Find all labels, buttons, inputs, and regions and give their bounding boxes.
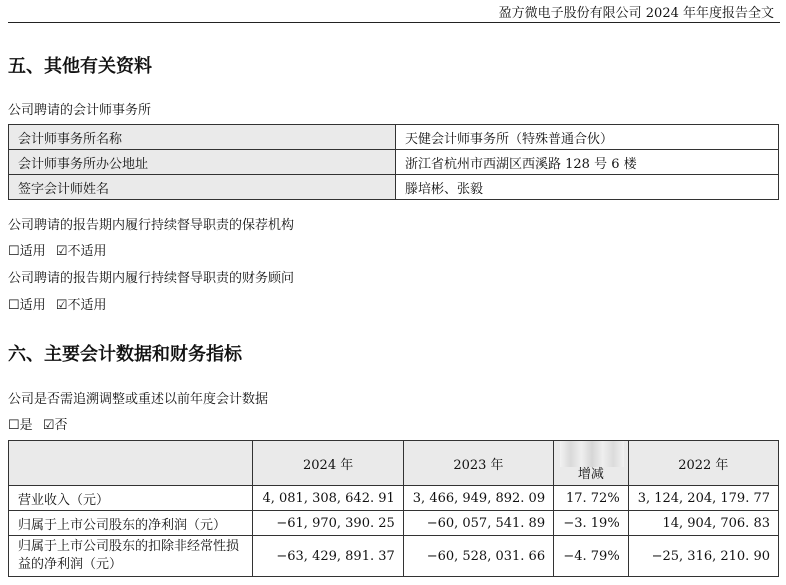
firm-address-value: 浙江省杭州市西湖区西溪路 128 号 6 楼 xyxy=(396,150,779,175)
cell-2024: −61, 970, 390. 25 xyxy=(253,511,403,536)
restate-options xyxy=(8,414,67,433)
header-change-label: 增减 xyxy=(577,467,604,482)
cell-change: −3. 19% xyxy=(554,511,629,536)
table-row xyxy=(9,486,779,511)
header-2023: 2023 年 xyxy=(403,441,553,486)
option-yes: 是 xyxy=(19,418,33,433)
page-header xyxy=(8,0,780,23)
checkbox-checked-icon: ☑ xyxy=(55,298,68,313)
table-row xyxy=(9,150,779,175)
table-header-row xyxy=(9,441,779,486)
document-title: 盈方微电子股份有限公司 2024 年年度报告全文 xyxy=(498,6,774,21)
option-not-applicable: 不适用 xyxy=(67,244,107,259)
restate-question-text: 公司是否需追溯调整或重述以前年度会计数据 xyxy=(8,392,269,407)
signing-accountant-label: 签字会计师姓名 xyxy=(9,175,396,200)
header-empty xyxy=(9,441,253,486)
financial-advisor-text: 公司聘请的报告期内履行持续督导职责的财务顾问 xyxy=(8,271,295,286)
row-label: 归属于上市公司股东的净利润（元） xyxy=(9,511,253,536)
checkbox-checked-icon: ☑ xyxy=(55,244,68,259)
cell-change: 17. 72% xyxy=(554,486,629,511)
cell-2023: −60, 528, 031. 66 xyxy=(403,536,553,577)
cell-2022: 3, 124, 204, 179. 77 xyxy=(628,486,778,511)
option-applicable: 适用 xyxy=(19,244,46,259)
checkbox-unchecked-icon: ☐ xyxy=(8,298,20,313)
advisor-options xyxy=(8,294,106,313)
checkbox-unchecked-icon: ☐ xyxy=(8,418,20,433)
firm-intro-text: 公司聘请的会计师事务所 xyxy=(8,103,152,118)
accounting-firm-table xyxy=(8,124,779,200)
cell-2023: −60, 057, 541. 89 xyxy=(403,511,553,536)
checkbox-checked-icon: ☑ xyxy=(42,418,55,433)
table-row xyxy=(9,175,779,200)
firm-address-label: 会计师事务所办公地址 xyxy=(9,150,396,175)
signing-accountant-value: 滕培彬、张毅 xyxy=(396,175,779,200)
cell-2022: −25, 316, 210. 90 xyxy=(628,536,778,577)
option-no: 否 xyxy=(54,418,68,433)
sponsor-text: 公司聘请的报告期内履行持续督导职责的保荐机构 xyxy=(8,218,295,233)
row-label: 归属于上市公司股东的扣除非经常性损益的净利润（元） xyxy=(9,536,253,577)
section-5-title: 五、其他有关资料 xyxy=(8,56,152,77)
section-6-title: 六、主要会计数据和财务指标 xyxy=(8,344,242,365)
table-row xyxy=(9,125,779,150)
firm-name-label: 会计师事务所名称 xyxy=(9,125,396,150)
row-label: 营业收入（元） xyxy=(9,486,253,511)
table-row xyxy=(9,511,779,536)
checkbox-unchecked-icon: ☐ xyxy=(8,244,20,259)
option-applicable: 适用 xyxy=(19,298,46,313)
key-financial-data-table xyxy=(8,440,779,577)
firm-name-value: 天健会计师事务所（特殊普通合伙） xyxy=(396,125,779,150)
table-row xyxy=(9,536,779,577)
cell-change: −4. 79% xyxy=(554,536,629,577)
cell-2024: −63, 429, 891. 37 xyxy=(253,536,403,577)
header-2024: 2024 年 xyxy=(253,441,403,486)
header-change xyxy=(554,441,629,486)
sponsor-options xyxy=(8,240,106,259)
cell-2024: 4, 081, 308, 642. 91 xyxy=(253,486,403,511)
option-not-applicable: 不适用 xyxy=(67,298,107,313)
header-2022: 2022 年 xyxy=(628,441,778,486)
cell-2023: 3, 466, 949, 892. 09 xyxy=(403,486,553,511)
cell-2022: 14, 904, 706. 83 xyxy=(628,511,778,536)
